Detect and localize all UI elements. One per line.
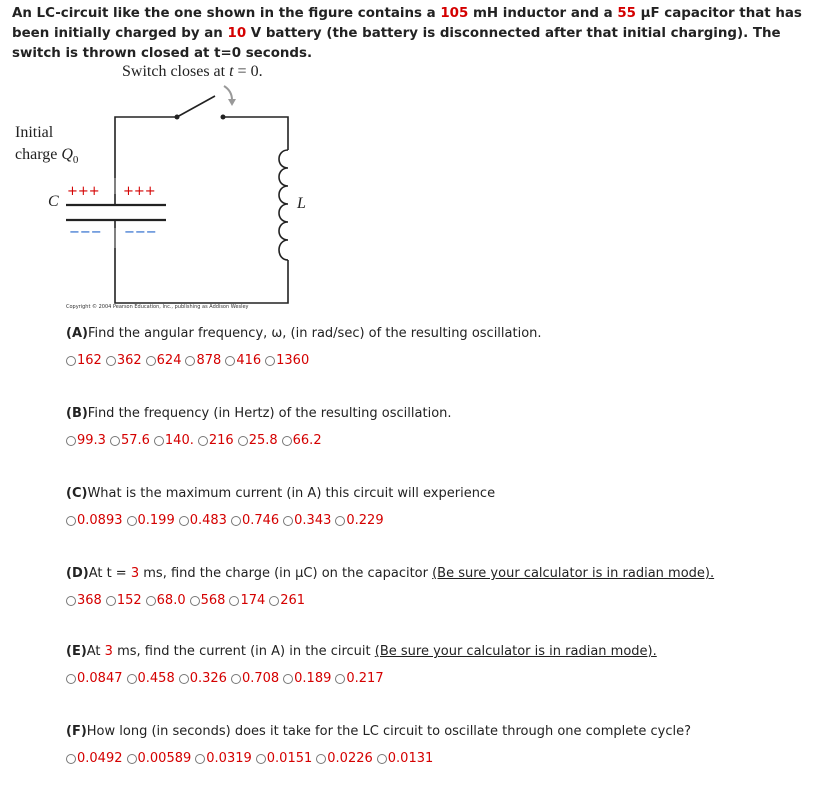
radio-button[interactable] xyxy=(256,754,266,764)
question-f-prompt: (F)How long (in seconds) does it take for the LC circuit to oscillate through one complete cycle? xyxy=(66,724,691,739)
option-a-6[interactable]: 1360 xyxy=(265,352,309,370)
question-d-prompt: (D)At t = 3 ms, find the charge (in μC) on the capacitor (Be sure your calculator is in radian mode). xyxy=(66,566,715,581)
radio-button[interactable] xyxy=(66,674,76,684)
question-f xyxy=(66,723,816,768)
radio-button[interactable] xyxy=(195,754,205,764)
question-d-options xyxy=(66,592,816,610)
label-l: L xyxy=(297,195,306,212)
question-e-prompt: (E)At 3 ms, find the current (in A) in the circuit (Be sure your calculator is in radian mode). xyxy=(66,644,657,659)
option-d-4[interactable]: 568 xyxy=(190,592,226,610)
minus-charges-left: −−− xyxy=(69,225,102,240)
radio-button[interactable] xyxy=(190,596,200,606)
radio-button[interactable] xyxy=(231,516,241,526)
voltage-value: 10 xyxy=(227,26,247,41)
question-f-options xyxy=(66,750,816,768)
option-e-4[interactable]: 0.708 xyxy=(231,670,279,688)
question-a-prompt: (A)Find the angular frequency, ω, (in rad/sec) of the resulting oscillation. xyxy=(66,326,542,341)
label-charge: charge $Q_0$ xyxy=(15,146,79,166)
option-c-3[interactable]: 0.483 xyxy=(179,512,227,530)
radio-button[interactable] xyxy=(179,516,189,526)
option-e-3[interactable]: 0.326 xyxy=(179,670,227,688)
option-f-5[interactable]: 0.0226 xyxy=(316,750,373,768)
radio-button[interactable] xyxy=(154,436,164,446)
radio-button[interactable] xyxy=(127,516,137,526)
time-value: 3 xyxy=(130,566,140,581)
option-c-2[interactable]: 0.199 xyxy=(127,512,175,530)
question-c-options xyxy=(66,512,816,530)
plus-charges-right: +++ xyxy=(123,184,156,199)
radio-button[interactable] xyxy=(146,596,156,606)
switch-arrow-icon xyxy=(224,86,236,106)
question-b xyxy=(66,405,816,450)
option-c-4[interactable]: 0.746 xyxy=(231,512,279,530)
option-d-3[interactable]: 68.0 xyxy=(146,592,186,610)
question-e xyxy=(66,643,816,688)
radio-button[interactable] xyxy=(335,516,345,526)
label-initial: Initial xyxy=(15,124,54,141)
radio-button[interactable] xyxy=(229,596,239,606)
radio-button[interactable] xyxy=(146,356,156,366)
radio-button[interactable] xyxy=(265,356,275,366)
question-c-prompt: (C)What is the maximum current (in A) this circuit will experience xyxy=(66,486,496,501)
intro-text-4: V battery (the battery is disconnected after that initial charging). The switch is thrown closed at t=0 seconds. xyxy=(12,26,781,61)
radian-mode-note: (Be sure your calculator is in radian mode). xyxy=(374,644,657,659)
option-f-1[interactable]: 0.0492 xyxy=(66,750,123,768)
radio-button[interactable] xyxy=(283,674,293,684)
question-e-options xyxy=(66,670,816,688)
option-a-5[interactable]: 416 xyxy=(225,352,261,370)
option-f-3[interactable]: 0.0319 xyxy=(195,750,252,768)
option-c-1[interactable]: 0.0893 xyxy=(66,512,123,530)
radio-button[interactable] xyxy=(106,596,116,606)
option-f-2[interactable]: 0.00589 xyxy=(127,750,192,768)
option-b-4[interactable]: 216 xyxy=(198,432,234,450)
switch-terminal-right xyxy=(221,115,226,120)
option-d-6[interactable]: 261 xyxy=(269,592,305,610)
option-e-5[interactable]: 0.189 xyxy=(283,670,331,688)
question-c xyxy=(66,485,816,530)
radio-button[interactable] xyxy=(106,356,116,366)
circuit-diagram xyxy=(0,58,320,320)
label-c: C xyxy=(48,193,59,210)
inductance-value: 105 xyxy=(440,6,469,21)
inductor-coil xyxy=(279,150,288,260)
radio-button[interactable] xyxy=(66,356,76,366)
radio-button[interactable] xyxy=(282,436,292,446)
option-d-1[interactable]: 368 xyxy=(66,592,102,610)
option-e-1[interactable]: 0.0847 xyxy=(66,670,123,688)
option-f-4[interactable]: 0.0151 xyxy=(256,750,313,768)
option-a-1[interactable]: 162 xyxy=(66,352,102,370)
question-b-prompt: (B)Find the frequency (in Hertz) of the resulting oscillation. xyxy=(66,406,452,421)
radian-mode-note: (Be sure your calculator is in radian mode). xyxy=(432,566,715,581)
option-d-5[interactable]: 174 xyxy=(229,592,265,610)
question-a-options xyxy=(66,352,816,370)
copyright-notice: Copyright © 2004 Pearson Education, Inc., publishing as Addison Wesley xyxy=(66,304,249,310)
radio-button[interactable] xyxy=(185,356,195,366)
circuit-wires xyxy=(115,117,288,303)
option-b-3[interactable]: 140. xyxy=(154,432,194,450)
intro-text-2: mH inductor and a xyxy=(468,6,618,21)
radio-button[interactable] xyxy=(377,754,387,764)
radio-button[interactable] xyxy=(198,436,208,446)
radio-button[interactable] xyxy=(110,436,120,446)
option-f-6[interactable]: 0.0131 xyxy=(377,750,434,768)
option-e-6[interactable]: 0.217 xyxy=(335,670,383,688)
radio-button[interactable] xyxy=(66,436,76,446)
radio-button[interactable] xyxy=(269,596,279,606)
switch-blade xyxy=(177,96,215,117)
switch-caption: Switch closes at t = 0. xyxy=(122,63,263,80)
question-a xyxy=(66,325,816,370)
option-b-5[interactable]: 25.8 xyxy=(238,432,278,450)
radio-button[interactable] xyxy=(316,754,326,764)
radio-button[interactable] xyxy=(225,356,235,366)
question-b-options xyxy=(66,432,816,450)
option-a-4[interactable]: 878 xyxy=(185,352,221,370)
problem-statement xyxy=(12,4,820,64)
radio-button[interactable] xyxy=(127,674,137,684)
capacitance-value: 55 xyxy=(617,6,636,21)
option-c-6[interactable]: 0.229 xyxy=(335,512,383,530)
option-b-2[interactable]: 57.6 xyxy=(110,432,150,450)
radio-button[interactable] xyxy=(66,754,76,764)
radio-button[interactable] xyxy=(238,436,248,446)
option-b-1[interactable]: 99.3 xyxy=(66,432,106,450)
option-a-3[interactable]: 624 xyxy=(146,352,182,370)
radio-button[interactable] xyxy=(179,674,189,684)
option-a-2[interactable]: 362 xyxy=(106,352,142,370)
option-d-2[interactable]: 152 xyxy=(106,592,142,610)
intro-text-1: An LC-circuit like the one shown in the figure contains a xyxy=(12,6,441,21)
lc-circuit-figure xyxy=(0,58,320,320)
option-e-2[interactable]: 0.458 xyxy=(127,670,175,688)
question-d xyxy=(66,565,816,610)
radio-button[interactable] xyxy=(127,754,137,764)
radio-button[interactable] xyxy=(335,674,345,684)
option-c-5[interactable]: 0.343 xyxy=(283,512,331,530)
radio-button[interactable] xyxy=(66,596,76,606)
plus-charges-left: +++ xyxy=(67,184,100,199)
radio-button[interactable] xyxy=(231,674,241,684)
radio-button[interactable] xyxy=(66,516,76,526)
radio-button[interactable] xyxy=(283,516,293,526)
intro-text-3: μF capacitor that has been initially charged by an xyxy=(12,6,802,41)
time-value: 3 xyxy=(104,644,113,659)
option-b-6[interactable]: 66.2 xyxy=(282,432,322,450)
minus-charges-right: −−− xyxy=(124,225,157,240)
